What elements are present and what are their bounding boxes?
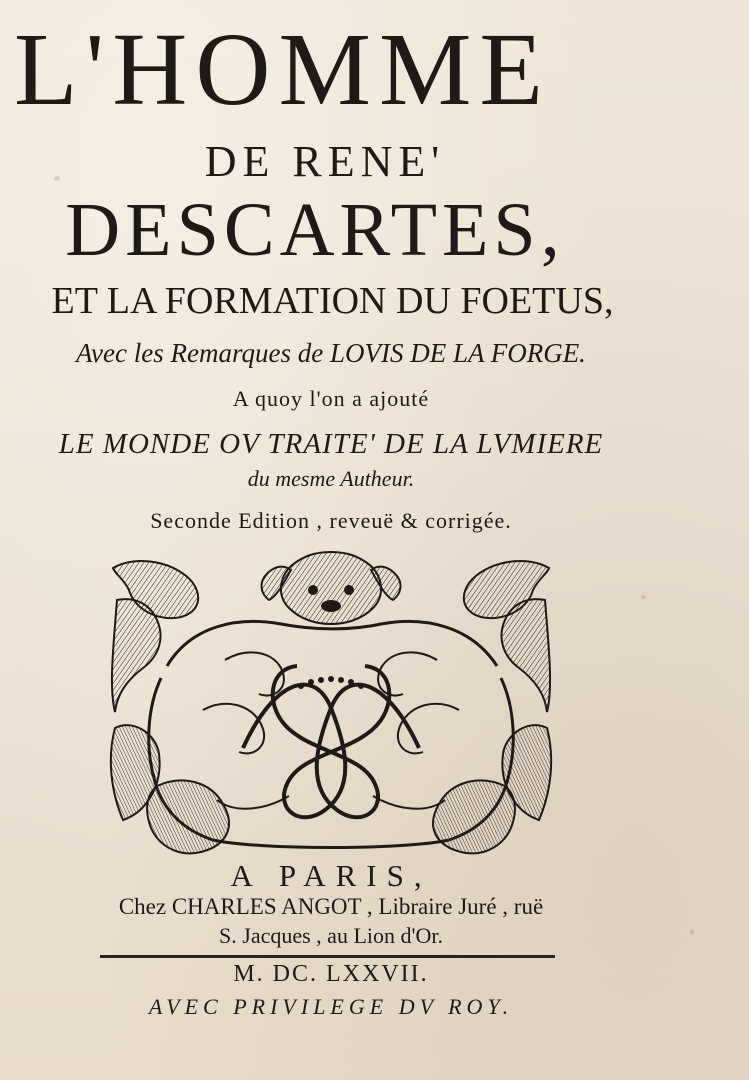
paper-spot xyxy=(641,595,646,599)
title-line-lhomme: L'HOMME xyxy=(14,12,551,127)
title-line-formation: ET LA FORMATION DU FOETUS, xyxy=(51,280,614,322)
imprint-rule xyxy=(100,955,555,958)
title-line-descartes: DESCARTES, xyxy=(65,188,565,272)
le-monde-line: LE MONDE OV TRAITE' DE LA LVMIERE xyxy=(58,428,604,460)
added-line: A quoy l'on a ajouté xyxy=(232,386,430,411)
royal-privilege: AVEC PRIVILEGE DV ROY. xyxy=(148,994,514,1019)
edition-line: Seconde Edition , reveuë & corrigée. xyxy=(150,508,512,533)
same-author-line: du mesme Autheur. xyxy=(247,466,415,491)
imprint-publisher: Chez CHARLES ANGOT , Libraire Juré , ruë xyxy=(118,894,544,919)
title-line-de-rene: DE RENE' xyxy=(204,137,446,186)
imprint-date: M. DC. LXXVII. xyxy=(233,961,429,987)
imprint-place: A PARIS, xyxy=(230,858,432,893)
printer-device-cartouche-icon xyxy=(105,548,557,860)
remarks-line: Avec les Remarques de LOVIS DE LA FORGE. xyxy=(76,338,586,368)
paper-spot xyxy=(690,930,694,934)
imprint-address: S. Jacques , au Lion d'Or. xyxy=(219,923,443,948)
